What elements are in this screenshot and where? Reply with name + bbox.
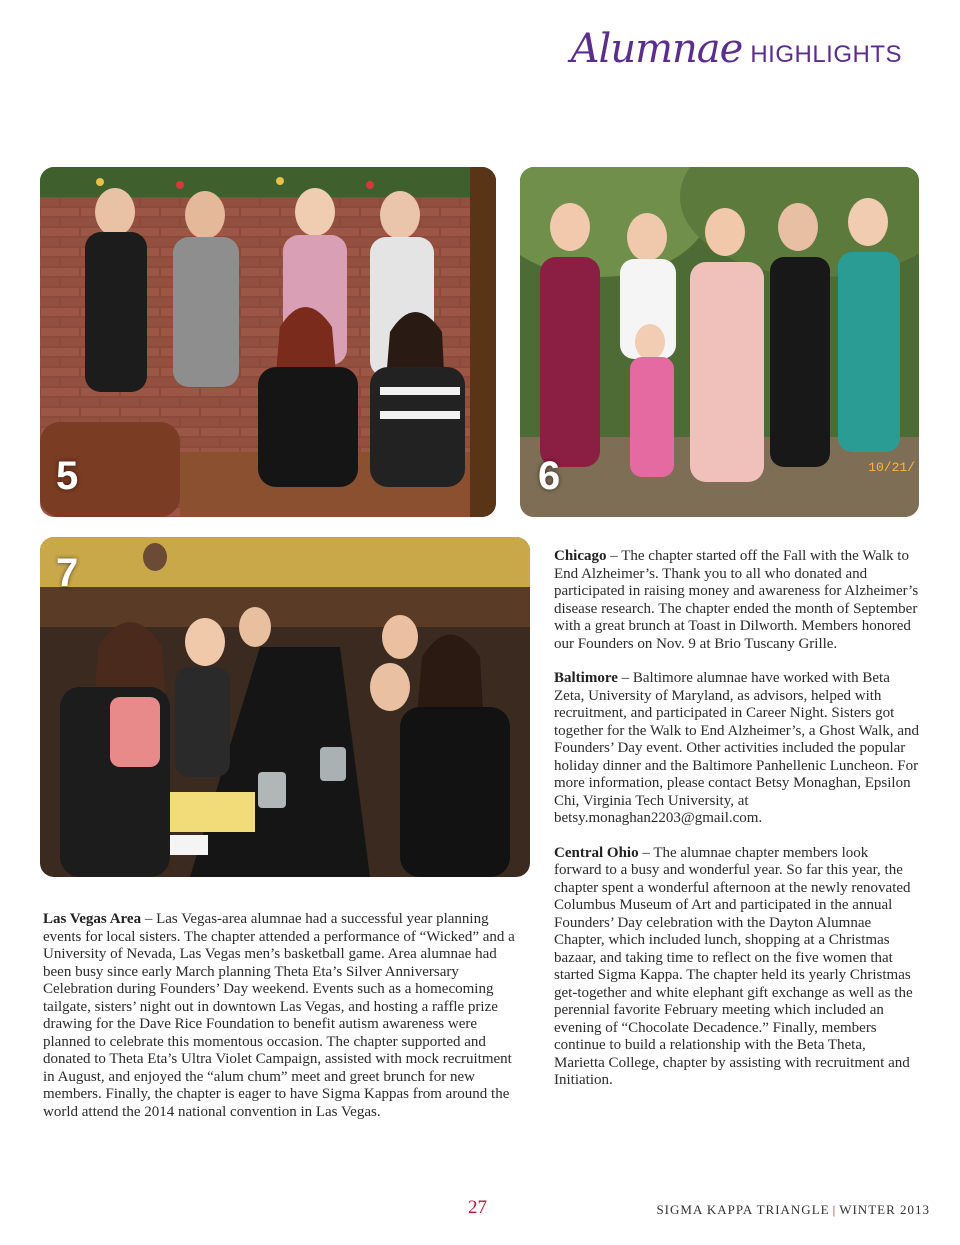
photo-7-number: 7 bbox=[56, 551, 79, 595]
photo-5-image bbox=[40, 167, 496, 517]
photo-6 bbox=[520, 167, 919, 517]
left-column bbox=[43, 911, 527, 1138]
photo-6-number: 6 bbox=[538, 454, 561, 498]
article-chicago-title: Chicago bbox=[554, 548, 607, 564]
article-central-ohio bbox=[554, 845, 919, 1090]
article-las-vegas bbox=[43, 911, 527, 1121]
article-central-ohio-title: Central Ohio bbox=[554, 844, 639, 861]
page-number: 27 bbox=[468, 1197, 487, 1218]
photo-5 bbox=[40, 167, 496, 517]
header-caps-word: HIGHLIGHTS bbox=[750, 41, 902, 68]
photo-6-date-stamp: 10/21/ bbox=[868, 460, 915, 475]
right-column bbox=[554, 548, 919, 1107]
article-las-vegas-body: – Las Vegas-area alumnae had a successful year planning events for local sisters. The chapter attended a performance of “Wicked” and a University of Nevada, Las Vegas men’s basketball game. Area alumnae had been busy since early March planning Theta Eta’s Silver Anniversary Celebration during Founders’ Day weekend. Events such as a homecoming tailgate, sisters’ night out in downtown Las Vegas, and hosting a raffle prize drawing for the Dave Rice Foundation to benefit autism awareness were planned to celebrate this momentous occasion. The chapter supported and donated to Theta Eta’s Ultra Violet Campaign, assisted with mock recruitment in August, and enjoyed the “alum chum” meet and greet brunch for new members. Finally, the chapter is eager to have Sigma Kappas from around the world attend the 2014 national convention in Las Vegas. bbox=[43, 911, 515, 1120]
article-baltimore-title: Baltimore bbox=[554, 670, 618, 686]
article-chicago-body: – The chapter started off the Fall with the Walk to End Alzheimer’s. Thank you to all who donated and participated in raising money and awareness for Alzheimer’s disease research. The chapter ended the month of September with a great brunch at Toast in Dilworth. Members honored our Founders on Nov. 9 at Brio Tuscany Grille. bbox=[554, 548, 919, 652]
photo-6-image bbox=[520, 167, 919, 517]
article-baltimore bbox=[554, 670, 919, 828]
section-header bbox=[571, 26, 902, 72]
footer-divider: | bbox=[832, 1202, 837, 1217]
footer-issue: WINTER 2013 bbox=[839, 1202, 930, 1217]
header-script-word: Alumnae bbox=[570, 26, 743, 72]
photo-5-number: 5 bbox=[56, 454, 79, 498]
article-chicago bbox=[554, 548, 919, 653]
photo-7-image bbox=[40, 537, 530, 877]
article-baltimore-body: – Baltimore alumnae have worked with Beta Zeta, University of Maryland, as advisors, helped with recruitment, and participated in Career Night. Sisters got together for the Walk to End Alzheimer’s, a Ghost Walk, and Founders’ Day event. Other activities included the popular holiday dinner and the Baltimore Panhellenic Luncheon. For more information, please contact Betsy Monaghan, Epsilon Chi, Virginia Tech University, at betsy.monaghan2203@gmail.com. bbox=[554, 670, 920, 826]
photo-7 bbox=[40, 537, 530, 877]
article-las-vegas-title: Las Vegas Area bbox=[43, 911, 142, 927]
footer-publication bbox=[656, 1202, 930, 1218]
article-central-ohio-body: – The alumnae chapter members look forward to a busy and wonderful year. So far this year, the chapter spent a wonderful afternoon at the newly renovated Columbus Museum of Art and participated in the annual Founders’ Day celebration with the Dayton Alumnae Chapter, which included lunch, shopping at a Christmas bazaar, and taking time to reflect on the five women that started Sigma Kappa. The chapter held its yearly Christmas get-together and white elephant gift exchange as well as the perennial favorite February meeting which included an evening of “Chocolate Decadence.” Finally, members continue to build a relationship with the Beta Theta, Marietta College, chapter by assisting with recruitment and Initiation. bbox=[554, 844, 913, 1088]
footer-publication-name: SIGMA KAPPA TRIANGLE bbox=[656, 1202, 830, 1217]
